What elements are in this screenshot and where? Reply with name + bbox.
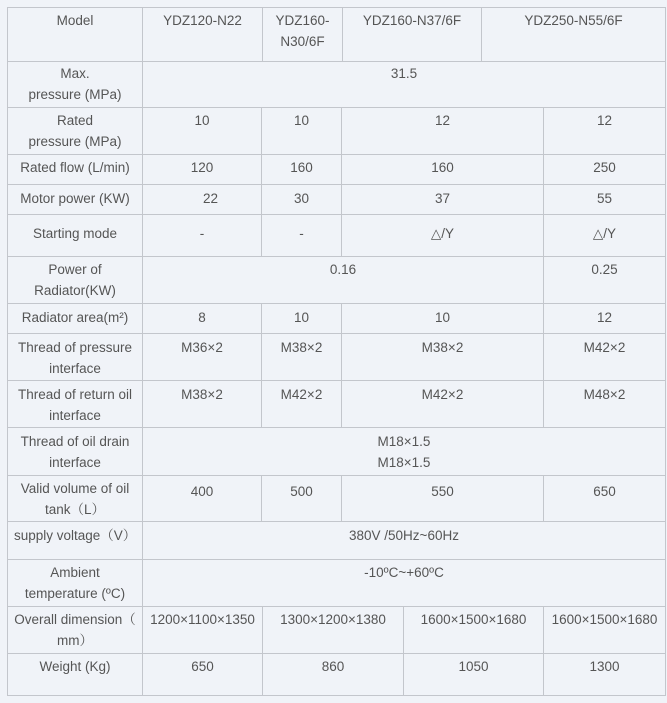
cell-radiator-power-1: 0.16	[329, 262, 357, 277]
cell-rated-flow-3: 160	[431, 160, 454, 175]
cell-radiator-area-4: 12	[596, 310, 613, 325]
cell-overall-dimension-4: 1600×1500×1680	[551, 612, 658, 627]
row-label-radiator-power: Power of Radiator(KW)	[34, 262, 116, 298]
cell-return-oil-thread-2: M42×2	[280, 387, 323, 402]
cell-radiator-area-3: 10	[434, 310, 451, 325]
cell-starting-mode-1: -	[199, 226, 205, 241]
row-label-radiator-area: Radiator area(m²)	[21, 310, 129, 325]
header-model-ydz160-n30: YDZ160- N30/6F	[275, 13, 330, 49]
cell-tank-volume-2: 500	[290, 484, 313, 499]
row-label-return-oil-thread: Thread of return oil interface	[17, 387, 133, 423]
cell-radiator-area-1: 8	[198, 310, 206, 325]
row-label-tank-volume: Valid volume of oil tank（L）	[20, 481, 130, 517]
cell-tank-volume-3: 550	[431, 484, 454, 499]
row-label-weight: Weight (Kg)	[39, 659, 111, 674]
cell-rated-pressure-4: 12	[596, 113, 613, 128]
cell-weight-3: 1050	[458, 659, 489, 674]
cell-pressure-thread-4: M42×2	[583, 340, 626, 355]
cell-starting-mode-4: △/Y	[592, 226, 617, 241]
cell-supply-voltage: 380V /50Hz~60Hz	[349, 528, 459, 543]
cell-motor-power-3: 37	[434, 191, 451, 206]
row-label-pressure-thread: Thread of pressure interface	[17, 340, 133, 376]
cell-starting-mode-3: △/Y	[430, 226, 455, 241]
cell-rated-pressure-1: 10	[194, 113, 210, 128]
cell-overall-dimension-3: 1600×1500×1680	[420, 612, 527, 627]
cell-return-oil-thread-1: M38×2	[181, 387, 223, 402]
cell-motor-power-4: 55	[596, 191, 613, 206]
cell-rated-flow-4: 250	[593, 160, 616, 175]
row-label-starting-mode: Starting mode	[32, 226, 118, 241]
row-label-overall-dimension: Overall dimension（ mm）	[14, 612, 136, 648]
header-model-ydz120: YDZ120-N22	[163, 13, 242, 28]
cell-overall-dimension-1: 1200×1100×1350	[150, 612, 255, 627]
cell-max-pressure: 31.5	[390, 66, 418, 81]
cell-return-oil-thread-3: M42×2	[421, 387, 464, 402]
cell-ambient-temperature: -10ºC~+60ºC	[364, 565, 444, 580]
cell-motor-power-2: 30	[293, 191, 310, 206]
row-label-motor-power: Motor power (KW)	[20, 191, 130, 206]
cell-rated-flow-1: 120	[190, 160, 214, 175]
cell-overall-dimension-2: 1300×1200×1380	[280, 612, 386, 627]
cell-motor-power-1: 22	[202, 191, 219, 206]
cell-tank-volume-4: 650	[593, 484, 616, 499]
cell-pressure-thread-2: M38×2	[280, 340, 323, 355]
cell-pressure-thread-1: M36×2	[181, 340, 223, 355]
row-label-supply-voltage: supply voltage（V）	[14, 528, 137, 543]
cell-tank-volume-1: 400	[190, 484, 214, 499]
cell-radiator-area-2: 10	[293, 310, 310, 325]
header-model-ydz250: YDZ250-N55/6F	[524, 13, 623, 28]
cell-weight-2: 860	[321, 659, 345, 674]
row-label-max-pressure: Max. pressure (MPa)	[28, 66, 122, 102]
cell-oil-drain-thread: M18×1.5 M18×1.5	[377, 434, 431, 470]
cell-weight-1: 650	[191, 659, 214, 674]
row-label-oil-drain-thread: Thread of oil drain interface	[20, 434, 130, 470]
header-model: Model	[56, 13, 94, 28]
cell-rated-flow-2: 160	[290, 160, 313, 175]
row-label-rated-pressure: Rated pressure (MPa)	[28, 113, 122, 149]
cell-radiator-power-2: 0.25	[591, 262, 618, 277]
header-model-ydz160-n37: YDZ160-N37/6F	[362, 13, 462, 28]
cell-return-oil-thread-4: M48×2	[583, 387, 626, 402]
row-label-ambient-temperature: Ambient temperature (ºC)	[24, 565, 126, 601]
cell-weight-4: 1300	[589, 659, 620, 674]
cell-rated-pressure-2: 10	[293, 113, 310, 128]
cell-pressure-thread-3: M38×2	[421, 340, 464, 355]
cell-starting-mode-2: -	[299, 226, 304, 241]
cell-rated-pressure-3: 12	[434, 113, 451, 128]
row-label-rated-flow: Rated flow (L/min)	[20, 160, 130, 175]
